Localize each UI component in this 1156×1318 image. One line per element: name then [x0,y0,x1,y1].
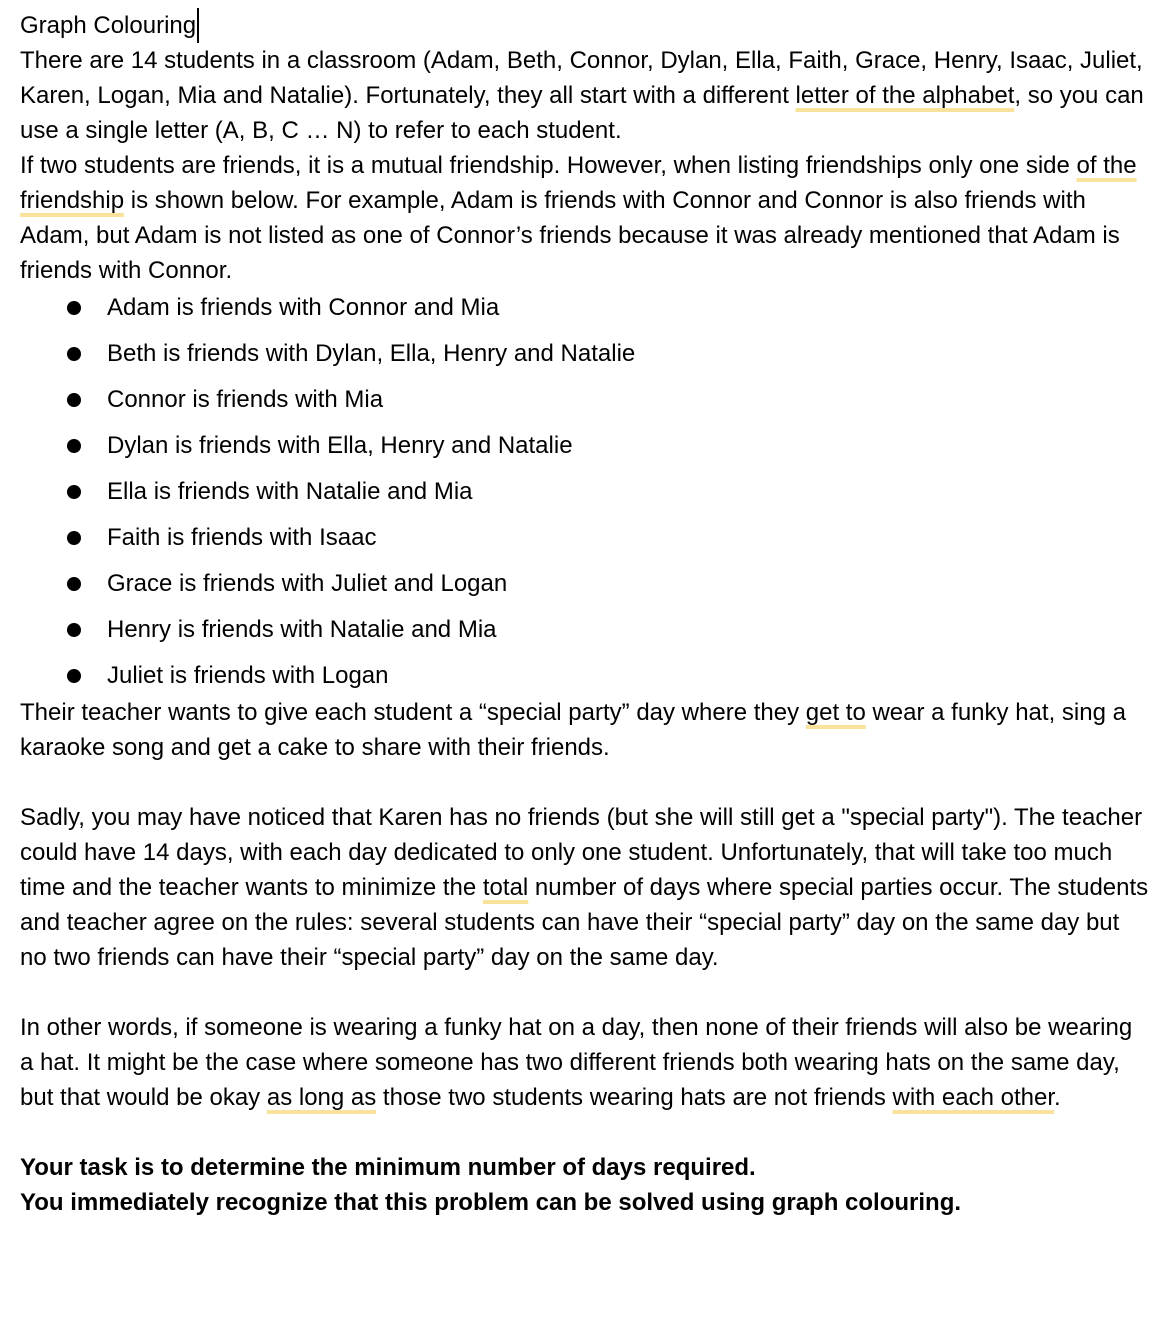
list-item [20,568,1150,614]
highlighted-phrase[interactable]: get to [805,699,866,726]
bullet-icon [67,347,81,361]
list-item-text: Beth is friends with Dylan, Ella, Henry and Natalie [107,340,636,367]
list-item [20,476,1150,522]
list-item-text: Grace is friends with Juliet and Logan [107,570,508,597]
text-run: number of days where special parties occur. The students and teacher agree on the rules: several students can have their “special party” day on the same day but no two friends can have their “special party” day on the same day. [20,874,1149,971]
highlighted-phrase[interactable]: of the friendship [20,152,1137,214]
list-item [20,522,1150,568]
list-item [20,614,1150,660]
blank-line [20,975,1150,1010]
bullet-icon [67,669,81,683]
bullet-icon [67,531,81,545]
title-text: Graph Colouring [20,8,199,43]
list-item [20,292,1150,338]
bullet-icon [67,577,81,591]
doc-title [20,8,1150,43]
text-run: If two students are friends, it is a mutual friendship. However, when listing friendships only one side [20,152,1077,179]
list-item-text: Adam is friends with Connor and Mia [107,294,500,321]
bullet-icon [67,393,81,407]
list-item [20,338,1150,384]
document-body[interactable] [20,8,1150,1220]
bullet-icon [67,301,81,315]
intro-paragraph-1 [20,43,1150,148]
bullet-icon [67,485,81,499]
text-run: . [1053,1084,1061,1111]
text-run: Sadly, you may have noticed that Karen has no friends (but she will still get a "special party"). The teacher could have 14 days, with each day dedicated to only one student. Unfortunately, that will take too much time and the teacher wants to minimize the [20,804,1143,901]
list-item-text: Dylan is friends with Ella, Henry and Natalie [107,432,573,459]
blank-line [20,765,1150,800]
text-run: In other words, if someone is wearing a funky hat on a day, then none of their friends will also be wearing a hat. It might be the case where someone has two different friends both wearing hats on the same day, but that would be okay [20,1014,1133,1111]
intro-paragraph-2 [20,148,1150,288]
text-run: those two students wearing hats are not friends [376,1084,893,1111]
text-run: is shown below. For example, Adam is friends with Connor and Connor is also friends with Adam, but Adam is not listed as one of Connor’s friends because it was already mentioned that Adam is friends with Connor. [20,187,1120,284]
task-line-2: You immediately recognize that this problem can be solved using graph colouring. [20,1189,962,1216]
text-run: wear a funky hat, sing a karaoke song and get a cake to share with their friends. [20,699,1126,761]
list-item-text: Ella is friends with Natalie and Mia [107,478,473,505]
friendship-list [20,288,1150,695]
text-run: , so you can use a single letter (A, B, C … N) to refer to each student. [20,82,1144,144]
list-item [20,430,1150,476]
text-run: Their teacher wants to give each student a “special party” day where they [20,699,806,726]
rules-paragraph [20,800,1150,975]
list-item-text: Juliet is friends with Logan [107,662,389,689]
list-item-text: Faith is friends with Isaac [107,524,377,551]
hat-paragraph [20,1010,1150,1115]
bullet-icon [67,439,81,453]
list-item-text: Henry is friends with Natalie and Mia [107,616,497,643]
list-item [20,660,1150,695]
party-paragraph [20,695,1150,765]
highlighted-phrase[interactable]: letter of the alphabet [795,82,1015,109]
highlighted-phrase[interactable]: total [482,874,529,901]
blank-line [20,1115,1150,1150]
text-run: There are 14 students in a classroom (Adam, Beth, Connor, Dylan, Ella, Faith, Grace, Henry, Isaac, Juliet, Karen, Logan, Mia and Natalie). Fortunately, they all start with a different [20,47,1143,109]
list-item-text: Connor is friends with Mia [107,386,384,413]
list-item [20,384,1150,430]
bullet-icon [67,623,81,637]
highlighted-phrase[interactable]: as long as [266,1084,377,1111]
highlighted-phrase[interactable]: with each other [892,1084,1054,1111]
task-line-1: Your task is to determine the minimum number of days required. [20,1154,756,1181]
